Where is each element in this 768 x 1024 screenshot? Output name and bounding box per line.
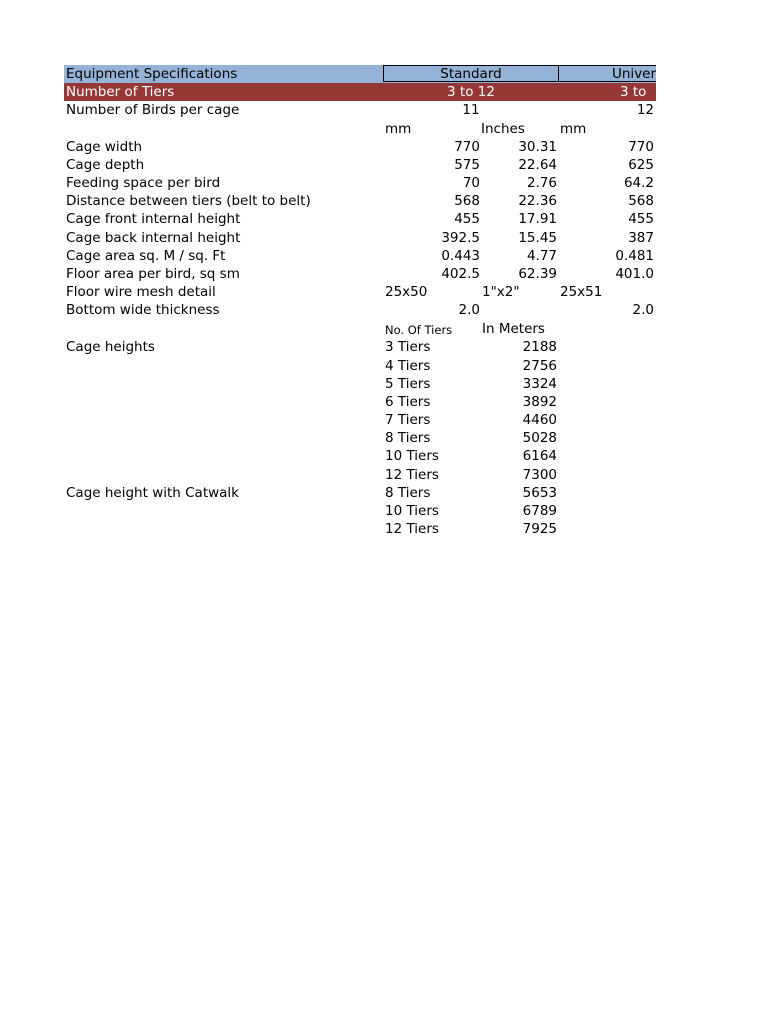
spec-universal-mm: 0.481 [615, 248, 654, 264]
catwalk-value: 7925 [522, 521, 557, 537]
height-tiers: 7 Tiers [385, 412, 431, 428]
unit-mm: mm [385, 121, 412, 137]
spec-mm: 70 [462, 175, 480, 191]
spec-mm: 568 [454, 193, 480, 209]
height-tiers: 5 Tiers [385, 376, 431, 392]
tiers-universal: 3 to [620, 84, 647, 100]
header-standard: Standard [440, 66, 502, 82]
spec-universal-mm: 568 [628, 193, 654, 209]
height-tiers: 8 Tiers [385, 430, 431, 446]
birds-universal: 12 [636, 102, 654, 118]
spec-mm: 770 [454, 139, 480, 155]
catwalk-tiers: 8 Tiers [385, 485, 431, 501]
bottom-universal: 2.0 [632, 302, 654, 318]
height-value: 3892 [522, 394, 557, 410]
spec-inches: 30.31 [518, 139, 557, 155]
spec-inches: 2.76 [526, 175, 557, 191]
spec-inches: 4.77 [526, 248, 557, 264]
spec-mm: 575 [454, 157, 480, 173]
heights-meters-header: In Meters [482, 321, 545, 337]
tiers-standard: 3 to 12 [447, 84, 495, 100]
spec-inches: 62.39 [518, 266, 557, 282]
height-value: 6164 [522, 448, 557, 464]
height-tiers: 12 Tiers [385, 467, 439, 483]
spec-label: Distance between tiers (belt to belt) [66, 193, 311, 209]
spec-universal-mm: 401.0 [615, 266, 654, 282]
spec-mm: 455 [454, 211, 480, 227]
spec-inches: 22.36 [518, 193, 557, 209]
heights-tiers-header: No. Of Tiers [385, 323, 453, 337]
spec-label: Feeding space per bird [66, 175, 221, 191]
spec-mm: 402.5 [441, 266, 480, 282]
spec-label: Cage width [66, 139, 143, 155]
spec-label: Cage front internal height [66, 211, 241, 227]
height-tiers: 6 Tiers [385, 394, 431, 410]
height-tiers: 4 Tiers [385, 358, 431, 374]
spec-universal-mm: 625 [628, 157, 654, 173]
height-value: 5028 [522, 430, 557, 446]
unit-mm-universal: mm [560, 121, 587, 137]
mesh-standard: 25x50 [385, 284, 428, 300]
header-spec-label: Equipment Specifications [66, 66, 238, 82]
spec-universal-mm: 455 [628, 211, 654, 227]
height-value: 3324 [522, 376, 557, 392]
spec-universal-mm: 387 [628, 230, 654, 246]
unit-inches: Inches [481, 121, 525, 137]
catwalk-tiers: 10 Tiers [385, 503, 439, 519]
catwalk-heights-label: Cage height with Catwalk [66, 485, 239, 501]
spec-mm: 0.443 [441, 248, 480, 264]
birds-label: Number of Birds per cage [66, 102, 240, 118]
birds-standard: 11 [462, 102, 480, 118]
spec-inches: 22.64 [518, 157, 557, 173]
height-value: 2188 [522, 339, 557, 355]
height-value: 2756 [522, 358, 557, 374]
mesh-inches: 1"x2" [482, 284, 520, 300]
height-value: 4460 [522, 412, 557, 428]
tiers-label: Number of Tiers [66, 84, 175, 100]
mesh-label: Floor wire mesh detail [66, 284, 216, 300]
catwalk-value: 5653 [522, 485, 557, 501]
spec-label: Cage depth [66, 157, 145, 173]
spec-label: Floor area per bird, sq sm [66, 266, 240, 282]
cage-heights-label: Cage heights [66, 339, 155, 355]
spec-inches: 17.91 [518, 211, 557, 227]
catwalk-tiers: 12 Tiers [385, 521, 439, 537]
spec-universal-mm: 770 [628, 139, 654, 155]
spec-mm: 392.5 [441, 230, 480, 246]
catwalk-value: 6789 [522, 503, 557, 519]
height-tiers: 10 Tiers [385, 448, 439, 464]
bottom-standard: 2.0 [458, 302, 480, 318]
mesh-universal: 25x51 [560, 284, 603, 300]
spec-universal-mm: 64.2 [623, 175, 654, 191]
height-value: 7300 [522, 467, 557, 483]
spec-label: Cage back internal height [66, 230, 241, 246]
header-universal: Univer [612, 66, 656, 82]
spec-inches: 15.45 [518, 230, 557, 246]
height-tiers: 3 Tiers [385, 339, 431, 355]
bottom-label: Bottom wide thickness [66, 302, 220, 318]
spec-label: Cage area sq. M / sq. Ft [66, 248, 226, 264]
